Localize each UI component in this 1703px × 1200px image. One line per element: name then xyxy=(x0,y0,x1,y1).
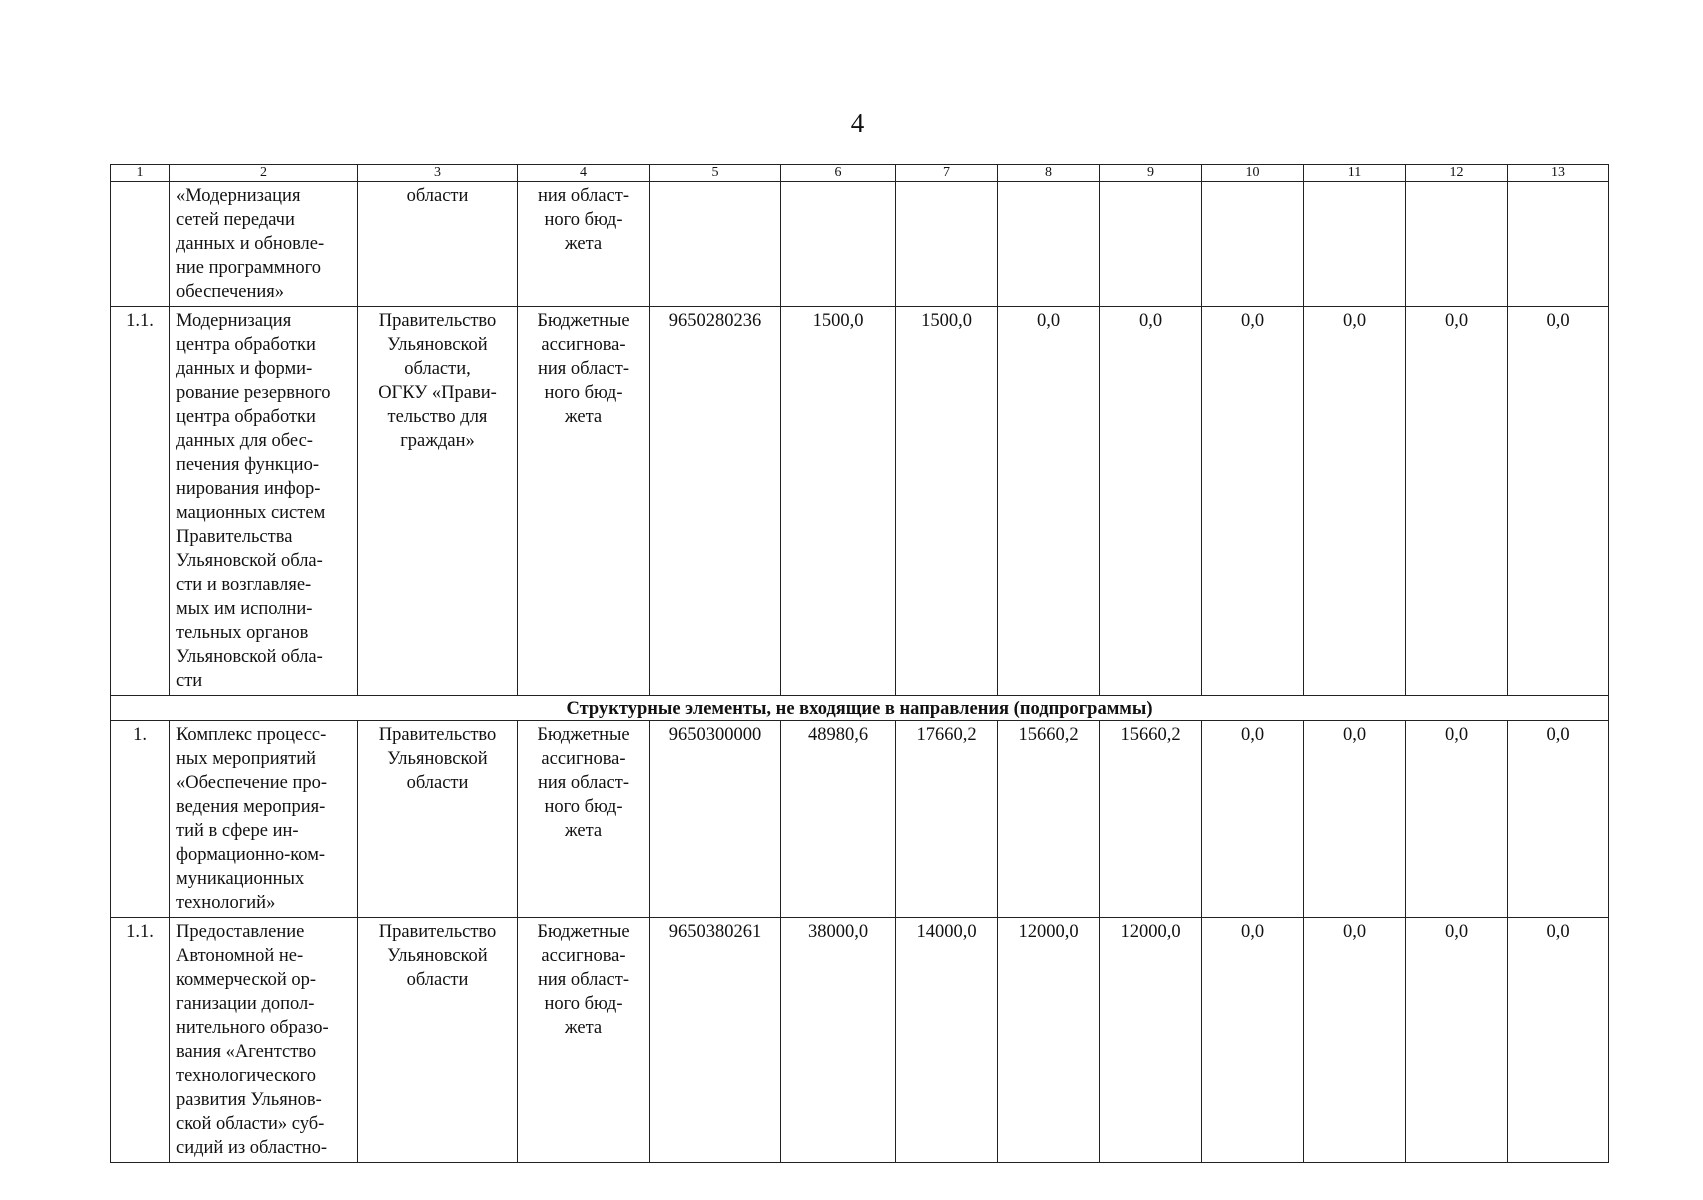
cell-line: мых им исполни- xyxy=(176,599,313,619)
cell-line: области xyxy=(406,186,469,206)
measure-name-cell xyxy=(170,182,358,307)
cell-line: граждан» xyxy=(400,431,475,451)
amount-cell: 0,0 xyxy=(1406,721,1508,918)
cell-line: Правительство xyxy=(378,725,497,745)
cell-line: жета xyxy=(564,234,603,254)
cell-line: Правительства xyxy=(176,527,293,547)
cell-line: сти и возглавляе- xyxy=(176,575,312,595)
responsible-cell xyxy=(358,182,518,307)
cell-line: нительного образо- xyxy=(176,1018,329,1038)
budget-table xyxy=(110,164,1609,1163)
cell-line: ного бюд- xyxy=(544,383,623,403)
amount-cell: 0,0 xyxy=(1304,918,1406,1163)
cell-line: Ульяновской xyxy=(387,946,488,966)
cell-line: Правительство xyxy=(378,922,497,942)
cell-line: области xyxy=(406,970,469,990)
cell-line: Правительство xyxy=(378,311,497,331)
row-number-cell: 1.1. xyxy=(111,918,170,1163)
cell-line: тий в сфере ин- xyxy=(176,821,299,841)
column-number-row xyxy=(111,165,1609,182)
amount-cell: 0,0 xyxy=(1202,918,1304,1163)
amount-cell: 48980,6 xyxy=(781,721,896,918)
responsible-cell xyxy=(358,307,518,696)
cell-line: центра обработки xyxy=(176,407,316,427)
column-number: 5 xyxy=(650,165,781,182)
amount-cell xyxy=(781,182,896,307)
cell-line: Ульяновской обла- xyxy=(176,647,323,667)
cell-line: развития Ульянов- xyxy=(176,1090,322,1110)
cell-line: тельных органов xyxy=(176,623,309,643)
amount-cell: 0,0 xyxy=(1304,721,1406,918)
cell-line: области xyxy=(406,773,469,793)
amount-cell xyxy=(1100,182,1202,307)
cell-line: технологий» xyxy=(176,893,276,913)
amount-cell: 12000,0 xyxy=(998,918,1100,1163)
cell-line: ния област- xyxy=(537,773,630,793)
cell-line: данных и форми- xyxy=(176,359,313,379)
amount-cell: 0,0 xyxy=(998,307,1100,696)
amount-cell xyxy=(1406,182,1508,307)
cell-line: «Модернизация xyxy=(176,186,301,206)
cell-line: тельство для xyxy=(387,407,488,427)
cell-line: Автономной не- xyxy=(176,946,304,966)
cell-line: Комплекс процесс- xyxy=(176,725,327,745)
cell-line: ганизации допол- xyxy=(176,994,315,1014)
column-number: 7 xyxy=(896,165,998,182)
amount-cell: 15660,2 xyxy=(1100,721,1202,918)
cell-line: Ульяновской xyxy=(387,749,488,769)
funding-source-cell xyxy=(518,918,650,1163)
funding-source-cell xyxy=(518,721,650,918)
row-number-cell: 1. xyxy=(111,721,170,918)
cell-line: печения функцио- xyxy=(176,455,319,475)
amount-cell: 1500,0 xyxy=(781,307,896,696)
column-number: 1 xyxy=(111,165,170,182)
cell-line: «Обеспечение про- xyxy=(176,773,328,793)
cell-line: ния област- xyxy=(537,359,630,379)
column-number: 2 xyxy=(170,165,358,182)
cell-line: ской области» суб- xyxy=(176,1114,325,1134)
cell-line: ного бюд- xyxy=(544,797,623,817)
amount-cell: 0,0 xyxy=(1100,307,1202,696)
cell-line: ного бюд- xyxy=(544,210,623,230)
measure-name-cell xyxy=(170,307,358,696)
funding-source-cell xyxy=(518,307,650,696)
amount-cell: 0,0 xyxy=(1202,307,1304,696)
cell-line: области, xyxy=(404,359,471,379)
row-number-cell xyxy=(111,182,170,307)
cell-line: формационно-ком- xyxy=(176,845,326,865)
budget-code-cell: 9650300000 xyxy=(650,721,781,918)
cell-line: Ульяновской обла- xyxy=(176,551,323,571)
cell-line: технологического xyxy=(176,1066,317,1086)
amount-cell: 0,0 xyxy=(1508,307,1609,696)
column-number: 13 xyxy=(1508,165,1609,182)
cell-line: вания «Агентство xyxy=(176,1042,317,1062)
cell-line: Модернизация xyxy=(176,311,292,331)
cell-line: жета xyxy=(564,407,603,427)
column-number: 10 xyxy=(1202,165,1304,182)
amount-cell: 38000,0 xyxy=(781,918,896,1163)
amount-cell xyxy=(1508,182,1609,307)
cell-line: Предоставление xyxy=(176,922,305,942)
amount-cell xyxy=(1202,182,1304,307)
cell-line: центра обработки xyxy=(176,335,316,355)
amount-cell: 12000,0 xyxy=(1100,918,1202,1163)
responsible-cell xyxy=(358,918,518,1163)
table-row xyxy=(111,307,1609,696)
amount-cell: 0,0 xyxy=(1406,307,1508,696)
column-number: 6 xyxy=(781,165,896,182)
cell-line: данных и обновле- xyxy=(176,234,325,254)
cell-line: Бюджетные xyxy=(537,922,630,942)
cell-line: ных мероприятий xyxy=(176,749,317,769)
table-row xyxy=(111,918,1609,1163)
table-row xyxy=(111,182,1609,307)
column-number: 12 xyxy=(1406,165,1508,182)
measure-name-cell xyxy=(170,918,358,1163)
cell-line: обеспечения» xyxy=(176,282,285,302)
row-number-cell: 1.1. xyxy=(111,307,170,696)
table-row xyxy=(111,721,1609,918)
amount-cell xyxy=(998,182,1100,307)
amount-cell: 15660,2 xyxy=(998,721,1100,918)
column-number: 11 xyxy=(1304,165,1406,182)
column-number: 3 xyxy=(358,165,518,182)
amount-cell xyxy=(896,182,998,307)
page-number: 4 xyxy=(850,108,865,138)
cell-line: ассигнова- xyxy=(541,946,626,966)
column-number: 8 xyxy=(998,165,1100,182)
column-number: 4 xyxy=(518,165,650,182)
cell-line: ассигнова- xyxy=(541,749,626,769)
funding-source-cell xyxy=(518,182,650,307)
section-heading: Структурные элементы, не входящие в направления (подпрограммы) xyxy=(111,696,1609,721)
amount-cell: 17660,2 xyxy=(896,721,998,918)
cell-line: данных для обес- xyxy=(176,431,313,451)
budget-code-cell xyxy=(650,182,781,307)
cell-line: нирования инфор- xyxy=(176,479,321,499)
cell-line: ния област- xyxy=(537,970,630,990)
cell-line: сти xyxy=(176,671,203,691)
amount-cell: 1500,0 xyxy=(896,307,998,696)
cell-line: жета xyxy=(564,1018,603,1038)
amount-cell: 0,0 xyxy=(1202,721,1304,918)
budget-code-cell: 9650280236 xyxy=(650,307,781,696)
cell-line: сетей передачи xyxy=(176,210,295,230)
cell-line: жета xyxy=(564,821,603,841)
amount-cell: 0,0 xyxy=(1508,918,1609,1163)
cell-line: ОГКУ «Прави- xyxy=(378,383,497,403)
amount-cell: 0,0 xyxy=(1508,721,1609,918)
amount-cell: 14000,0 xyxy=(896,918,998,1163)
amount-cell xyxy=(1304,182,1406,307)
section-heading-row xyxy=(111,696,1609,721)
cell-line: ассигнова- xyxy=(541,335,626,355)
cell-line: Ульяновской xyxy=(387,335,488,355)
amount-cell: 0,0 xyxy=(1406,918,1508,1163)
cell-line: коммерческой ор- xyxy=(176,970,317,990)
budget-code-cell: 9650380261 xyxy=(650,918,781,1163)
measure-name-cell xyxy=(170,721,358,918)
cell-line: ведения мероприя- xyxy=(176,797,326,817)
cell-line: мационных систем xyxy=(176,503,326,523)
responsible-cell xyxy=(358,721,518,918)
cell-line: рование резервного xyxy=(176,383,331,403)
cell-line: ния област- xyxy=(537,186,630,206)
cell-line: Бюджетные xyxy=(537,725,630,745)
cell-line: ного бюд- xyxy=(544,994,623,1014)
cell-line: Бюджетные xyxy=(537,311,630,331)
cell-line: муникационных xyxy=(176,869,305,889)
column-number: 9 xyxy=(1100,165,1202,182)
amount-cell: 0,0 xyxy=(1304,307,1406,696)
cell-line: ние программного xyxy=(176,258,322,278)
cell-line: сидий из областно- xyxy=(176,1138,328,1158)
